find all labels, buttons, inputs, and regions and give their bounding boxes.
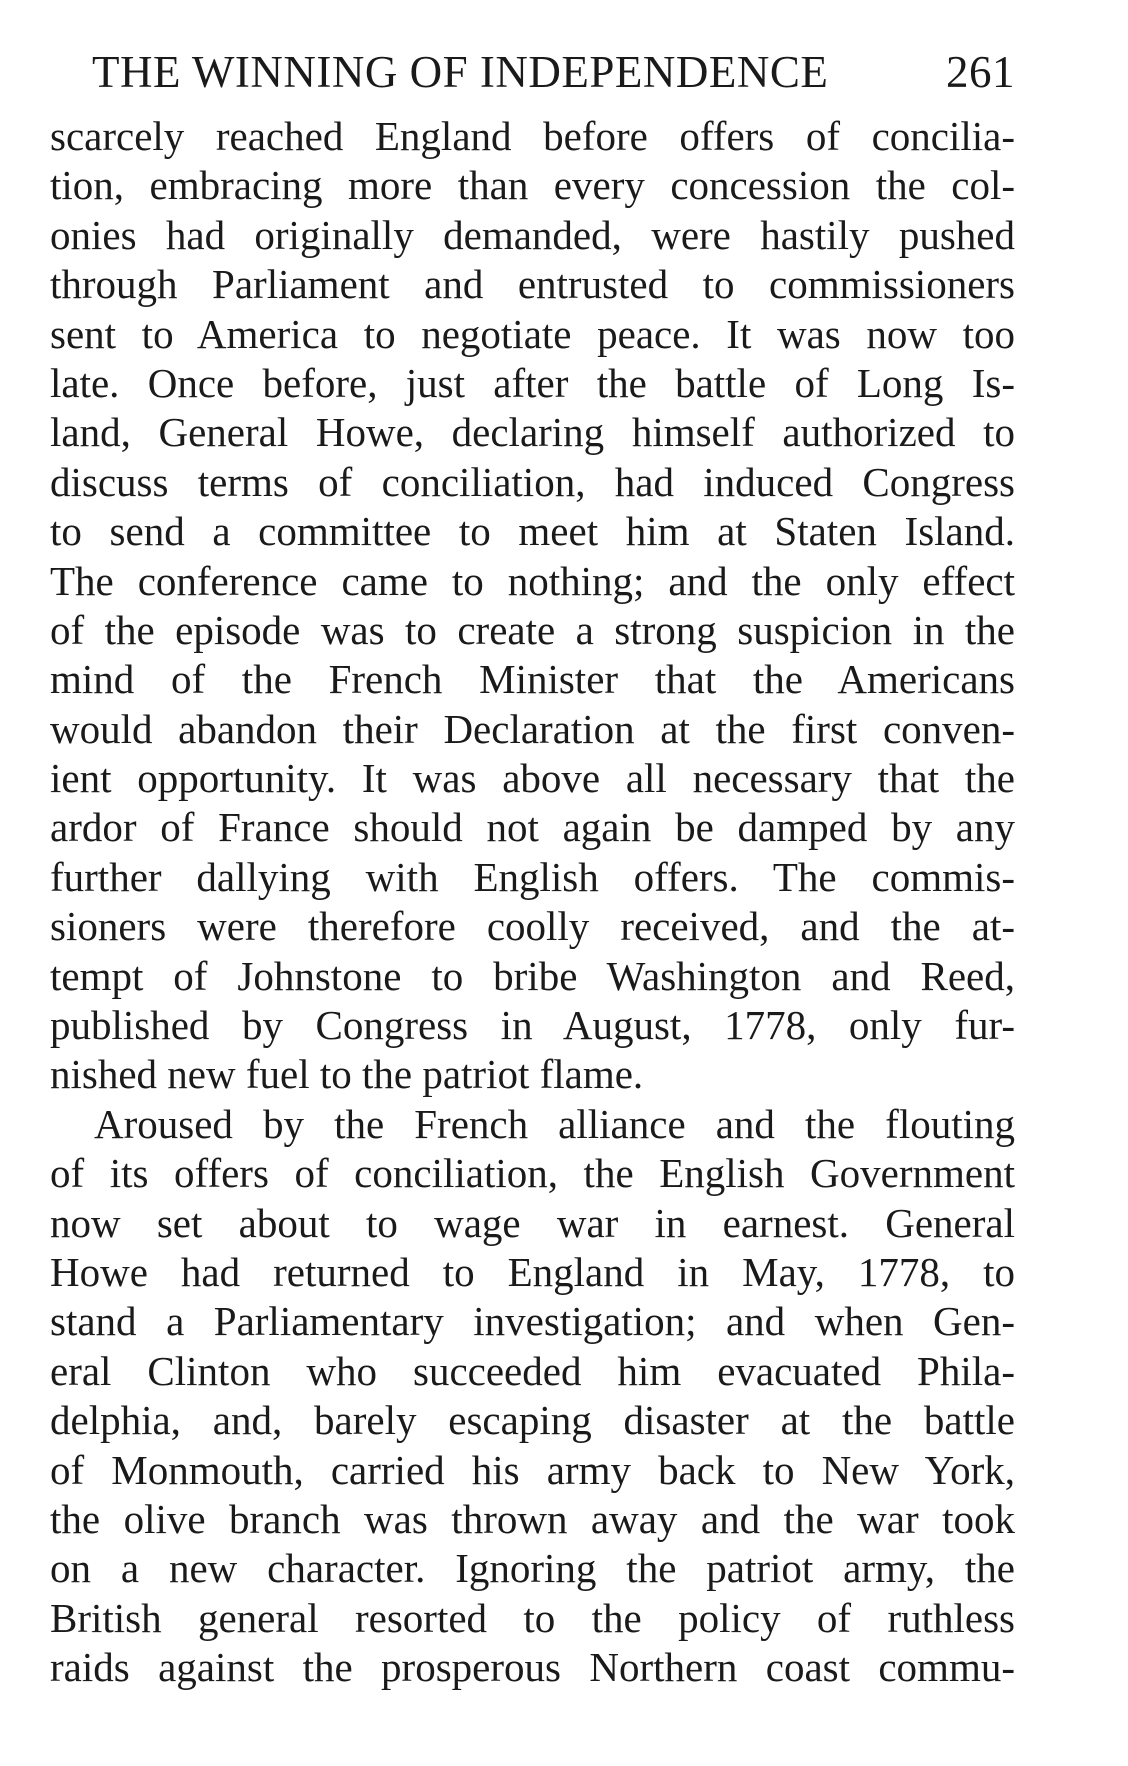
text-line: would abandon their Declaration at the first conven-	[50, 705, 1015, 752]
page-number: 261	[946, 47, 1015, 97]
text-line: ient opportunity. It was above all necessary that the	[50, 755, 1015, 802]
paragraph-1	[50, 112, 1015, 1100]
text-line: Howe had returned to England in May, 1778, to	[50, 1248, 1015, 1295]
text-line: land, General Howe, declaring himself authorized to	[50, 409, 1015, 456]
text-line: sent to America to negotiate peace. It was now too	[50, 310, 1015, 357]
text-line: delphia, and, barely escaping disaster at the battle	[50, 1397, 1015, 1444]
text-line: stand a Parliamentary investigation; and when Gen-	[50, 1298, 1015, 1345]
body-text	[50, 112, 1015, 1693]
text-line: onies had originally demanded, were hastily pushed	[50, 211, 1015, 258]
text-line: The conference came to nothing; and the only effect	[50, 557, 1015, 604]
text-line: of Monmouth, carried his army back to New York,	[50, 1446, 1015, 1493]
text-line: to send a committee to meet him at Staten Island.	[50, 508, 1015, 555]
text-line: of its offers of conciliation, the English Government	[50, 1150, 1015, 1197]
running-head-title: THE WINNING OF INDEPENDENCE	[92, 47, 829, 97]
paragraph-2	[50, 1100, 1015, 1693]
text-line: nished new fuel to the patriot flame.	[50, 1051, 644, 1098]
text-line: published by Congress in August, 1778, only fur-	[50, 1002, 1015, 1049]
text-line: further dallying with English offers. The commis-	[50, 853, 1015, 900]
text-line: through Parliament and entrusted to commissioners	[50, 261, 1015, 308]
text-line: eral Clinton who succeeded him evacuated Phila-	[50, 1347, 1015, 1394]
text-line: tempt of Johnstone to bribe Washington and Reed,	[50, 952, 1015, 999]
text-line: on a new character. Ignoring the patriot army, the	[50, 1545, 1015, 1592]
text-line: ardor of France should not again be damped by any	[50, 804, 1015, 851]
text-line: of the episode was to create a strong suspicion in the	[50, 606, 1015, 653]
text-line: late. Once before, just after the battle of Long Is-	[50, 359, 1015, 406]
text-line: scarcely reached England before offers of concilia-	[50, 113, 1015, 159]
text-line: sioners were therefore coolly received, and the at-	[50, 903, 1015, 950]
text-line: raids against the prosperous Northern coast commu-	[50, 1644, 1015, 1691]
text-line: tion, embracing more than every concession the col-	[50, 162, 1015, 209]
text-line: mind of the French Minister that the Americans	[50, 656, 1015, 703]
text-line: discuss terms of conciliation, had induced Congress	[50, 458, 1015, 505]
text-line: the olive branch was thrown away and the war took	[50, 1495, 1015, 1542]
text-line: now set about to wage war in earnest. General	[50, 1199, 1015, 1246]
text-line: British general resorted to the policy of ruthless	[50, 1594, 1015, 1641]
running-head	[70, 42, 1015, 102]
text-line: Aroused by the French alliance and the flouting	[94, 1100, 1015, 1147]
